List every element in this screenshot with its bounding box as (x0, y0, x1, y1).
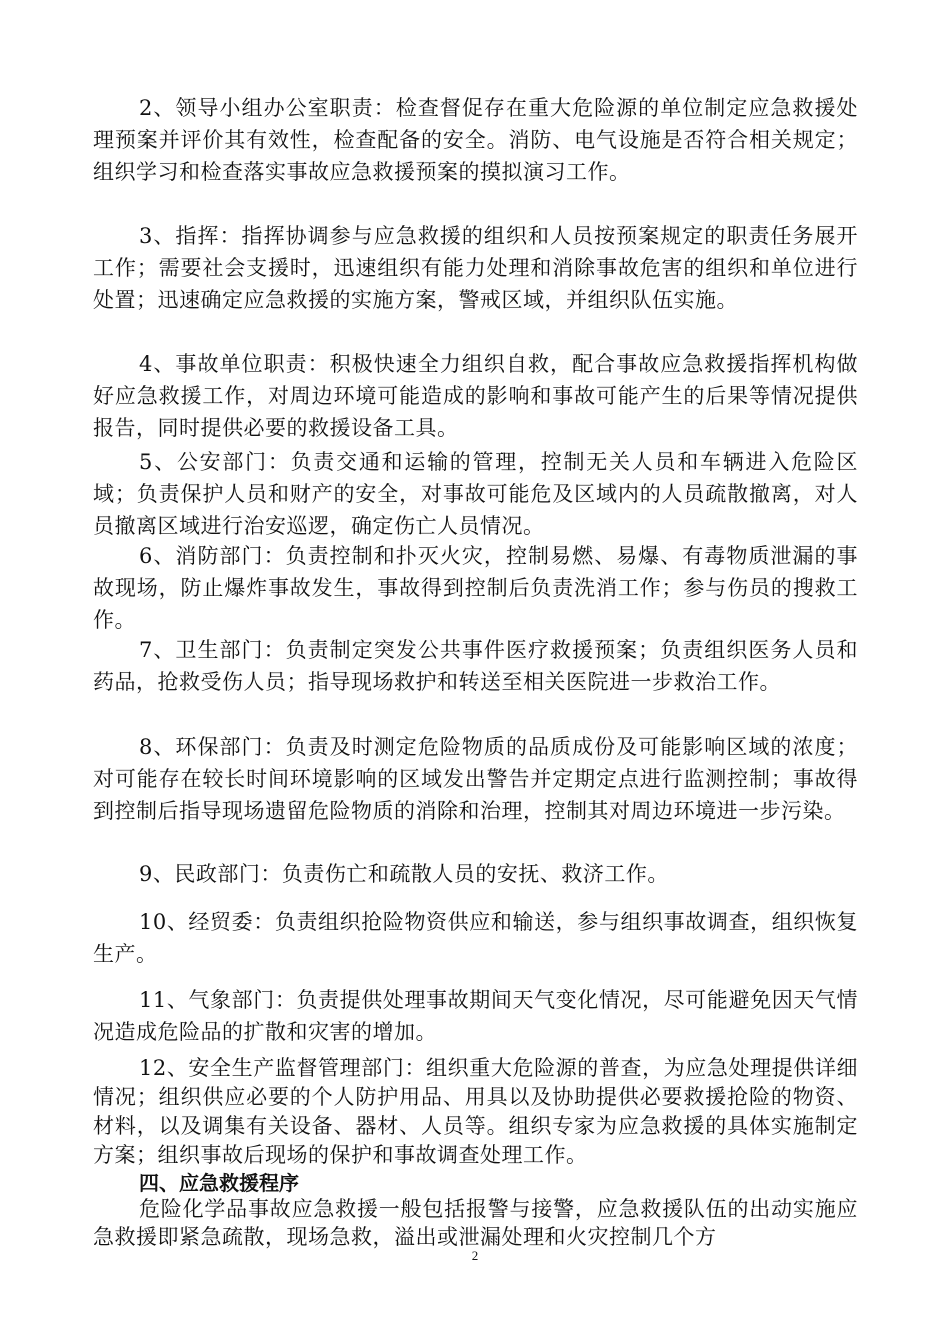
paragraph-11-meteorology: 11、气象部门：负责提供处理事故期间天气变化情况，尽可能避免因天气情况造成危险品的扩散和灾害的增加。 (93, 988, 858, 1044)
paragraph-8-environmental: 8、环保部门：负责及时测定危险物质的品质成份及可能影响区域的浓度；对可能存在较长时间环境影响的区域发出警告并定期定点进行监测控制；事故得到控制后指导现场遗留危险物质的消除和治理，控制其对周边环境进一步污染。 (93, 735, 858, 823)
paragraph-9-civil-affairs: 9、民政部门：负责伤亡和疏散人员的安抚、救济工作。 (139, 862, 669, 886)
section-heading: 四、应急救援程序 (139, 1171, 299, 1195)
paragraph-5-public-security: 5、公安部门：负责交通和运输的管理，控制无关人员和车辆进入危险区域；负责保护人员和财产的安全，对事故可能危及区域内的人员疏散撤离，对人员撤离区域进行治安巡逻，确定伤亡人员情况。 (93, 450, 858, 538)
paragraph-3-command: 3、指挥：指挥协调参与应急救援的组织和人员按预案规定的职责任务展开工作；需要社会支援时，迅速组织有能力处理和消除事故危害的组织和单位进行处置；迅速确定应急救援的实施方案，警戒区域，并组织队伍实施。 (93, 224, 858, 312)
paragraph-7-health-department: 7、卫生部门：负责制定突发公共事件医疗救援预案；负责组织医务人员和药品，抢救受伤人员；指导现场救护和转送至相关医院进一步救治工作。 (93, 638, 858, 694)
section-intro-paragraph: 危险化学品事故应急救援一般包括报警与接警，应急救援队伍的出动实施应急救援即紧急疏散，现场急救，溢出或泄漏处理和火灾控制几个方 (93, 1197, 858, 1249)
page-number: 2 (471, 1248, 479, 1263)
paragraph-10-economic-trade: 10、经贸委：负责组织抢险物资供应和输送，参与组织事故调查，组织恢复生产。 (93, 910, 858, 966)
paragraph-12-safety-supervision: 12、安全生产监督管理部门：组织重大危险源的普查，为应急处理提供详细情况；组织供应必要的个人防护用品、用具以及协助提供必要救援抢险的物资、材料，以及调集有关设备、器材、人员等。组织专家为应急救援的具体实施制定方案；组织事故后现场的保护和事故调查处理工作。 (93, 1056, 858, 1167)
paragraph-2-office-duties: 2、领导小组办公室职责：检查督促存在重大危险源的单位制定应急救援处理预案并评价其有效性，检查配备的安全。消防、电气设施是否符合相关规定；组织学习和检查落实事故应急救援预案的摸拟演习工作。 (93, 96, 858, 184)
paragraph-4-accident-unit: 4、事故单位职责：积极快速全力组织自救，配合事故应急救援指挥机构做好应急救援工作，对周边环境可能造成的影响和事故可能产生的后果等情况提供报告，同时提供必要的救援设备工具。 (93, 352, 858, 440)
paragraph-6-fire-department: 6、消防部门：负责控制和扑灭火灾，控制易燃、易爆、有毒物质泄漏的事故现场，防止爆炸事故发生，事故得到控制后负责洗消工作；参与伤员的搜救工作。 (93, 544, 858, 632)
